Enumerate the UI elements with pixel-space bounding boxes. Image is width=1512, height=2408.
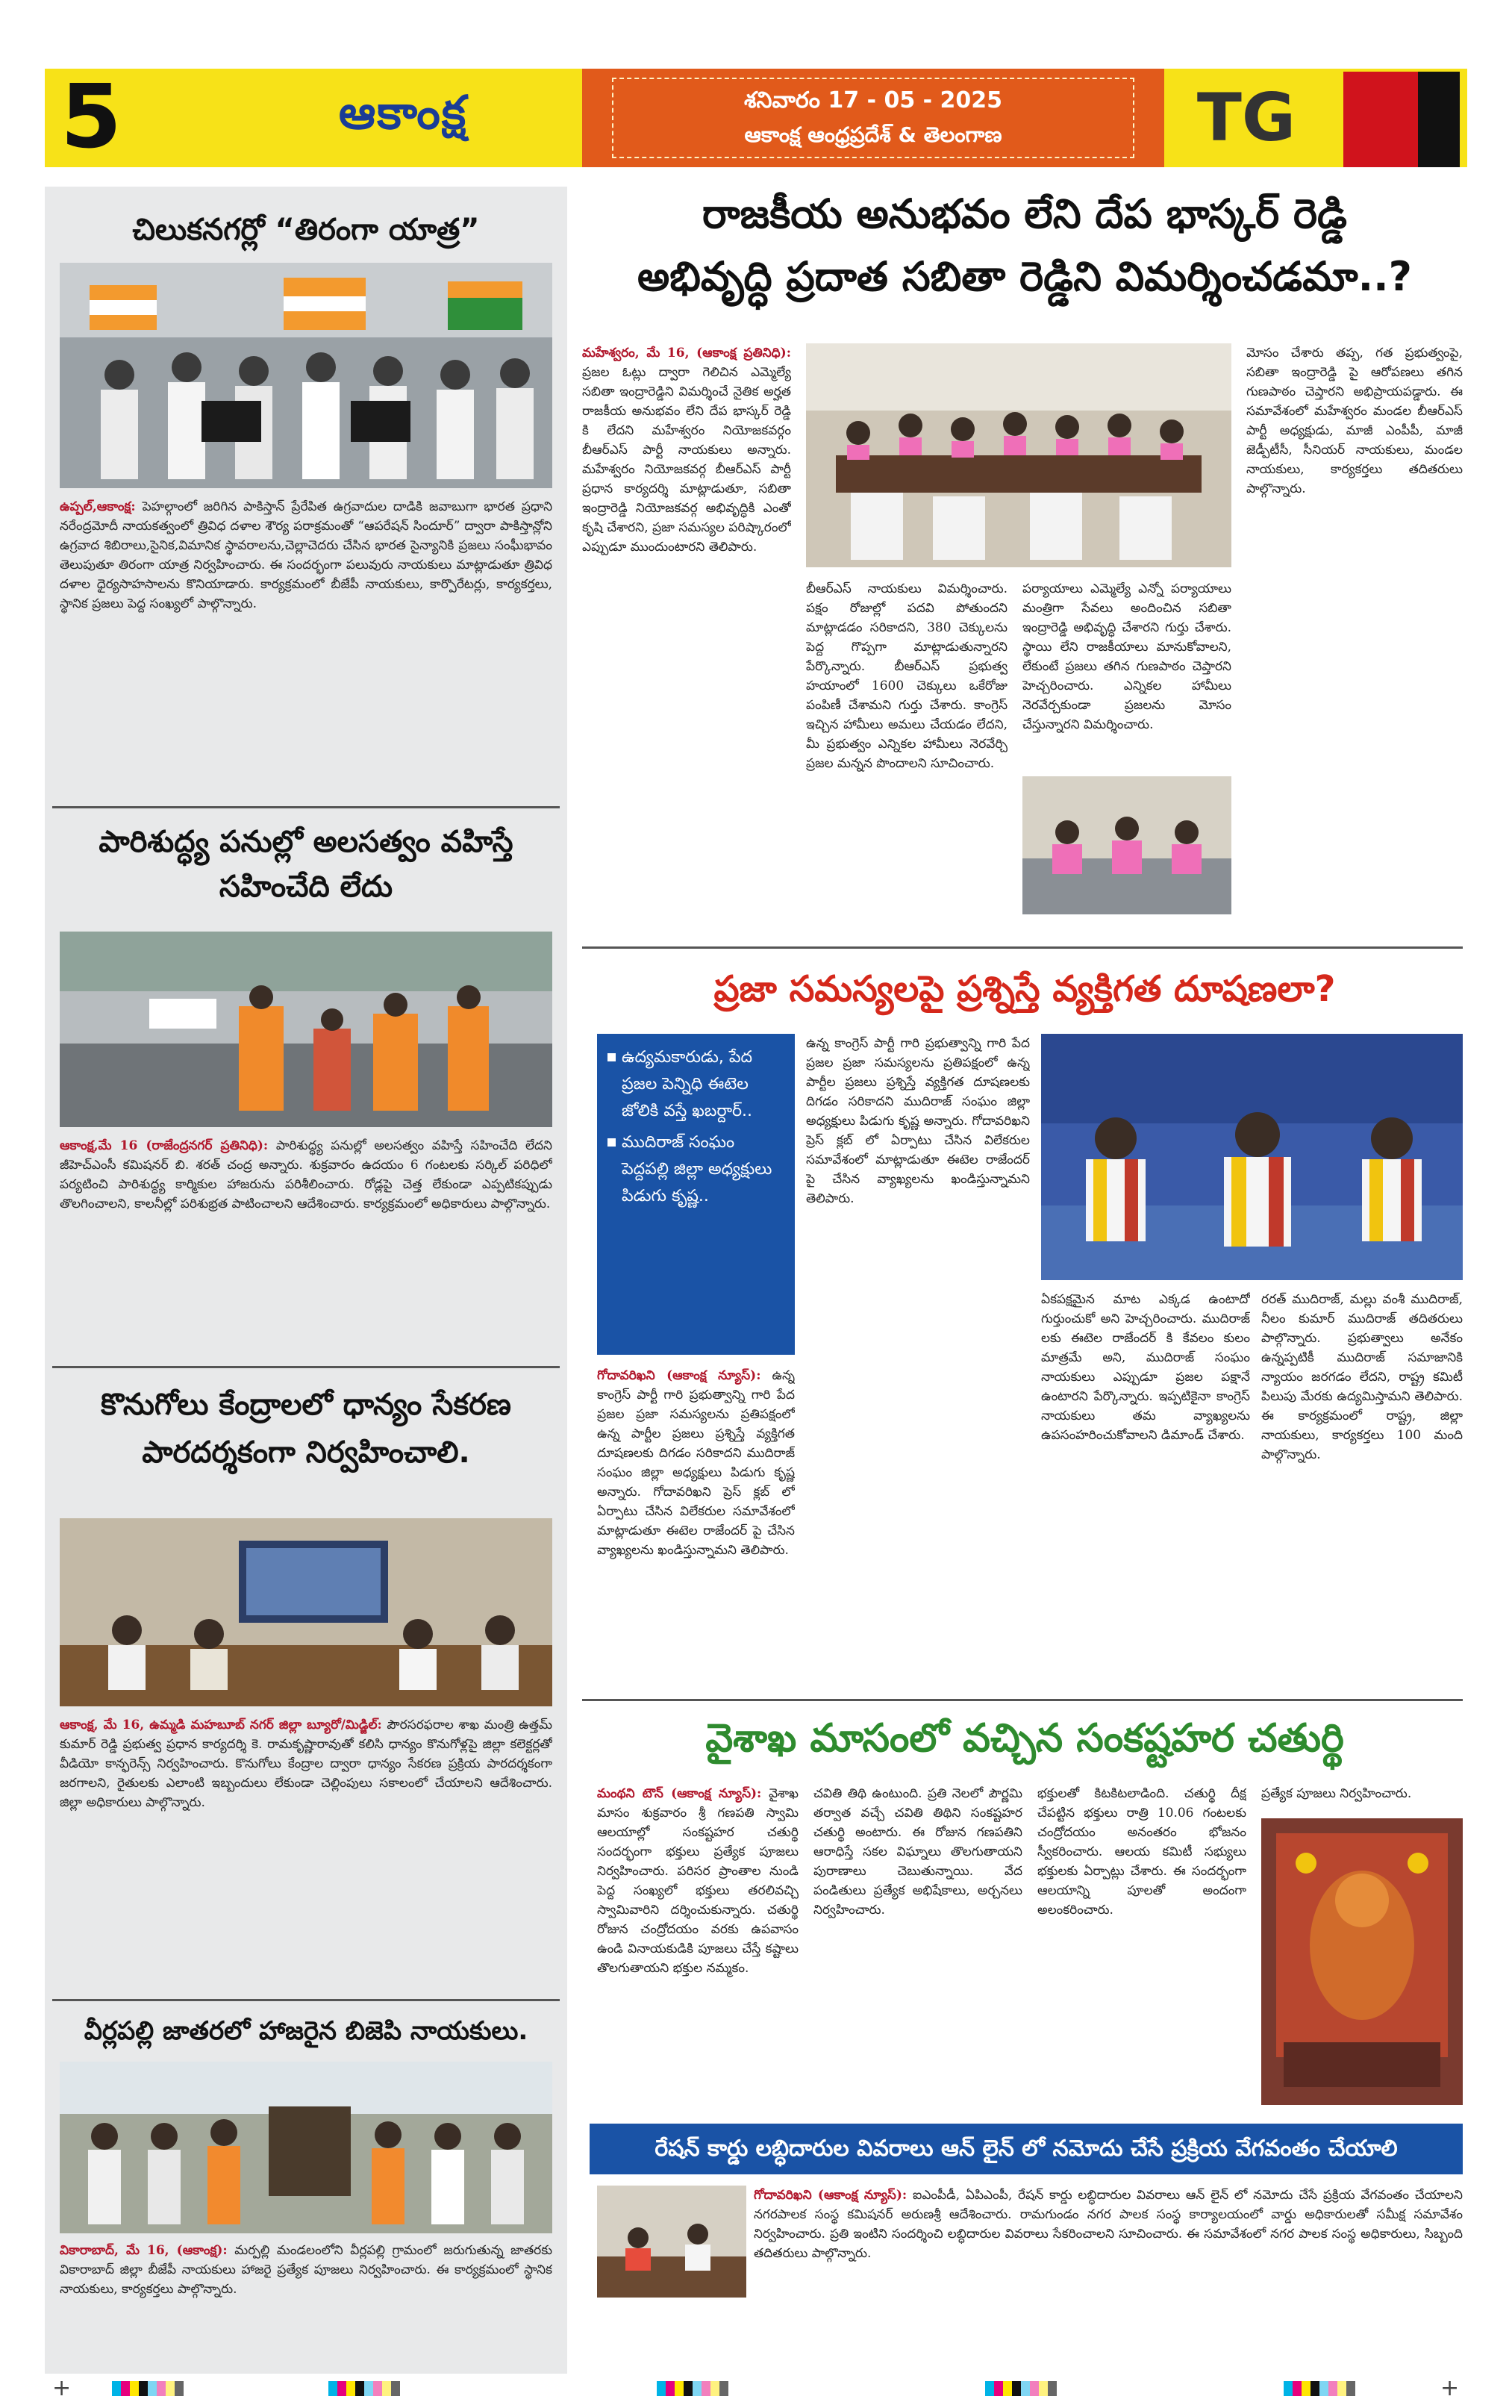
highlight-item — [607, 1044, 784, 1125]
sanitation-photo — [60, 932, 552, 1127]
article-text: ప్రజల ఓట్లు ద్వారా గెలిచిన ఎమ్మెల్యే సబితా ఇంద్రారెడ్డిని విమర్శించే నైతిక అర్హత రాజకీయ అనుభవం లేని దేప భాస్కర్ రెడ్డి కి లేదని మహేశ్వరం నియోజకవర్గం బీఆర్ఎస్ పార్టీ నాయకులు అన్నారు. మహేశ్వరం నియోజకవర్గ బీఆర్ఎస్ పార్టీ ప్రధాన కార్యదర్శి మాట్లాడుతూ, సబితా ఇంద్రారెడ్డి నియోజకవర్గ అభివృద్ధికి ఎంతో కృషి చేశారని, ప్రజా సమస్యల పరిష్కారంలో ఎప్పుడూ ముందుంటారని తెలిపారు. — [582, 365, 791, 555]
issue-date: శనివారం 17 - 05 - 2025 — [743, 87, 1003, 113]
highlight-box — [597, 1034, 795, 1355]
main-headline-line2: అభివృద్ధి ప్రదాత సబితా రెడ్డిని విమర్శించడమా..? — [637, 253, 1412, 300]
main-column-2b: పర్యాయాలు ఎమ్మెల్యే ఎన్నో పర్యాయాలు మంత్రిగా సేవలు అందించిన సబితా ఇంద్రారెడ్డి అభివృద్ధి చేశారని గుర్తు చేశారు. స్థాయి లేని రాజకీయాలు మానుకోవాలని, లేకుంటే ప్రజలు తగిన గుణపాఠం చెప్తారని హెచ్చరించారు. ఎన్నికల హామీలు నెరవేర్చకుండా ప్రజలను మోసం చేస్తున్నారని విమర్శించారు. — [1022, 581, 1231, 732]
article-text: మర్పల్లి మండలంలోని వీర్లపల్లి గ్రామంలో జరుగుతున్న జాతరకు వికారాబాద్ జిల్లా బీజేపీ నాయకులు హాజరై ప్రత్యేక పూజలు నిర్వహించారు. ఈ కార్యక్రమంలో స్థానిక నాయకులు, కార్యకర్తలు పాల్గొన్నారు. — [60, 2243, 552, 2297]
dateline: ఉప్పల్,ఆకాంక్ష: — [60, 499, 136, 514]
bullet-square-icon — [607, 1138, 616, 1147]
article-text: ఉన్న కాంగ్రెస్ పార్టీ గారి ప్రభుత్వాన్ని గారి పేద ప్రజల ప్రజా సమస్యలను ప్రతిపక్షంలో ఉన్న పార్టీల ప్రజలు ప్రశ్నిస్తే వ్యక్తిగత దూషణలకు దిగడం సరికాదని ముదిరాజ్ సంఘం జిల్లా అధ్యక్షులు పిడుగు కృష్ణ అన్నారు. గోదావరిఖని ప్రెస్ క్లబ్ లో ఏర్పాటు చేసిన విలేకరుల సమావేశంలో మాట్లాడుతూ ఈటెల రాజేందర్ పై చేసిన వ్యాఖ్యలను ఖండిస్తున్నామని తెలిపారు. — [597, 1368, 795, 1558]
article-text: ఐఎంపీడీ, ఏపిఎంపీ, రేషన్ కార్డు లబ్ధిదారుల వివరాలు ఆన్ లైన్ లో నమోదు చేసే ప్రక్రియ వేగవంతం చేయాలని నగరపాలక సంస్థ కమిషనర్ అరుణశ్రీ ఆదేశించారు. రామగుండం నగర పాలక సంస్థ కార్యాలయంలో వార్డు అధికారులతో సమీక్ష సమావేశం నిర్వహించారు. ప్రతి ఇంటిని సందర్శించి లబ్ధిదారుల వివరాలు సేకరించాలని సూచించారు. ఈ సమావేశంలో నగర పాలక సంస్థ అధికారులు, సిబ్బంది తదితరులు పాల్గొన్నారు. — [754, 2188, 1463, 2261]
highlight-text: ఉద్యమకారుడు, పేద ప్రజల పెన్నిధి ఈటెల జోలికి వస్తే ఖబర్దార్.. — [622, 1048, 753, 1120]
second-column-1 — [597, 1366, 795, 1694]
mudiraj-press-photo — [1041, 1034, 1463, 1280]
dateline: గోదావరిఖని (ఆకాంక్ష న్యూస్): — [754, 2188, 907, 2203]
headline-grain-procurement: కొనుగోలు కేంద్రాలలో ధాన్యం సేకరణ పారదర్శకంగా నిర్వహించాలి. — [101, 1388, 511, 1470]
mudiraj-illustration — [1041, 1034, 1463, 1280]
newspaper-logo — [224, 75, 582, 161]
ration-card-banner: రేషన్ కార్డు లబ్ధిదారుల వివరాలు ఆన్ లైన్ లో నమోదు చేసే ప్రక్రియ వేగవంతం చేయాలి — [590, 2124, 1463, 2174]
article-text: పారిశుద్ధ్య పనుల్లో అలసత్వం వహిస్తే సహించేది లేదని జీహెచ్ఎంసీ కమిషనర్ బి. శరత్ చంద్ర అన్నారు. శుక్రవారం ఉదయం 6 గంటలకు సర్కిల్ పరిధిలో పర్యటించి పారిశుద్ధ్య కార్మికుల హాజరును పరిశీలించారు. రోడ్లపై చెత్త లేకుండా ఎప్పటికప్పుడు తొలగించాలని, కాలనీల్లో పరిశుభ్రత పాటించాలని ఆదేశించారు. కార్యక్రమంలో అధికారులు పాల్గొన్నారు. — [60, 1138, 552, 1211]
dateline: గోదావరిఖని (ఆకాంక్ష న్యూస్): — [597, 1368, 761, 1383]
video-conference-photo — [60, 1518, 552, 1706]
press-meet-illustration — [1022, 776, 1231, 914]
jatara-illustration — [60, 2062, 552, 2233]
article-tiranga-body — [60, 497, 552, 781]
second-column-2: ఏకపక్షమైన మాట ఎక్కడ ఉంటాదో గుర్తుంచుకో అని హెచ్చరించారు. ముదిరాజ్ లకు ఈటెల రాజేందర్ కి కేవలం కులం మాత్రమే అని, ముదిరాజ్ సంఘం నాయకులు ఎప్పుడూ ప్రజల పక్షానే ఉంటారని పేర్కొన్నారు. ఇప్పటికైనా కాంగ్రెస్ నాయకులు తమ వ్యాఖ్యలను ఉపసంహరించుకోవాలని డిమాండ్ చేశారు. — [1041, 1292, 1250, 1443]
rally-illustration — [60, 263, 552, 488]
third-column-2: చవితి తిథి ఉంటుంది. ప్రతి నెలలో పౌర్ణమి తర్వాత వచ్చే చవితి తిథిని సంకష్టహర చతుర్థి అంటారు. ఈ రోజున గణపతిని ఆరాధిస్తే సకల విఘ్నాలు తొలగుతాయని పురాణాలు చెబుతున్నాయి. వేద పండితులు ప్రత్యేక అభిషేకాలు, అర్చనలు నిర్వహించారు. — [813, 1786, 1022, 1918]
ration-review-photo — [597, 2186, 746, 2298]
crosshair-icon: + — [1440, 2375, 1460, 2401]
main-column-2: బీఆర్ఎస్ నాయకులు విమర్శించారు. పక్షం రోజుల్లో పదవి పోతుందని మాట్లాడడం సరికాదని, 380 చెక్కులను పెద్ద గొప్పగా మాట్లాడుతున్నారని పేర్కొన్నారు. బీఆర్ఎస్ ప్రభుత్వ హయాంలో 1600 చెక్కులు ఒకేరోజు పంపిణీ చేశామని గుర్తు చేశారు. కాంగ్రెస్ ఇచ్చిన హామీలు అమలు చేయడం లేదని, మీ ప్రభుత్వం ఎన్నికల హామీలు నెరవేర్చి ప్రజల మన్నన పొందాలని సూచించారు. — [806, 581, 1008, 771]
edition-name: ఆకాంక్ష ఆంధ్రప్రదేశ్ & తెలంగాణ — [744, 122, 1002, 147]
color-strip — [985, 2381, 1057, 2396]
divider — [582, 1699, 1463, 1701]
date-box-inner — [612, 78, 1134, 158]
second-column-1a: ఉన్న కాంగ్రెస్ పార్టీ గారి ప్రభుత్వాన్ని గారి పేద ప్రజల ప్రజా సమస్యలను ప్రతిపక్షంలో ఉన్న పార్టీల ప్రజలు ప్రశ్నిస్తే వ్యక్తిగత దూషణలకు దిగడం సరికాదని ముదిరాజ్ సంఘం జిల్లా అధ్యక్షులు పిడుగు కృష్ణ అన్నారు. గోదావరిఖని ప్రెస్ క్లబ్ లో ఏర్పాటు చేసిన విలేకరుల సమావేశంలో మాట్లాడుతూ ఈటెల రాజేందర్ పై చేసిన వ్యాఖ్యలను ఖండిస్తున్నామని తెలిపారు. — [806, 1036, 1030, 1206]
headline-sanitation: పారిశుద్ధ్య పనుల్లో అలసత్వం వహిస్తే సహించేది లేదు — [99, 825, 513, 904]
color-strip — [328, 2381, 400, 2396]
article-text: వైశాఖ మాసం శుక్రవారం శ్రీ గణపతి స్వామి ఆలయాల్లో సంకష్టహర చతుర్థి సందర్భంగా భక్తులు ప్రత్యేక పూజలు నిర్వహించారు. పరిసర ప్రాంతాల నుండి పెద్ద సంఖ్యలో భక్తులు తరలివచ్చి స్వామివారిని దర్శించుకున్నారు. చతుర్థి రోజున చంద్రోదయం వరకు ఉపవాసం ఉండి వినాయకుడికి పూజలు చేస్తే కష్టాలు తొలగుతాయని భక్తుల నమ్మకం. — [597, 1786, 799, 1976]
divider — [52, 806, 560, 808]
divider — [582, 946, 1463, 949]
main-column-3: మోసం చేశారు తప్ప, గత ప్రభుత్వంపై, సబితా ఇంద్రారెడ్డి పై ఆరోపణలు తగిన గుణపాఠం చెప్తారని అభిప్రాయపడ్డారు. ఈ సమావేశంలో మహేశ్వరం మండల బీఆర్ఎస్ పార్టీ అధ్యక్షుడు, మాజీ ఎంపీపీ, మాజీ జెడ్పీటీసీ, సీనియర్ నాయకులు, మండల నాయకులు, కార్యకర్తలు తదితరులు పాల్గొన్నారు. — [1246, 346, 1463, 496]
flag-red-block — [1343, 72, 1418, 167]
dateline: ఆకాంక్ష, మే 16, ఉమ్మడి మహబూబ్ నగర్ జిల్లా బ్యూరో/మిడ్జిల్: — [60, 1718, 382, 1732]
article-jatara-body — [60, 2241, 552, 2353]
brs-meeting-illustration — [806, 343, 1231, 567]
article-text: పెహల్గాంలో జరిగిన పాకిస్తాన్ ప్రేరేపిత ఉగ్రవాదుల దాడికి జవాబుగా భారత ప్రధాని నరేంద్రమోదీ నాయకత్వంలో త్రివిధ దళాల శౌర్య పరాక్రమంతో “ఆపరేషన్ సిందూర్” ద్వారా పాకిస్తాన్లోని ఉగ్రవాద శిబిరాలు,సైనిక,విమానిక స్థావరాలను,చెల్లాచెదరు చేసిన భారత సైన్యానికి ప్రజలు సంఘీభావం తెలుపుతూ తిరంగా యాత్ర నిర్వహించారు. ఈ సందర్భంగా పలువురు నాయకులు మాట్లాడుతూ త్రివిధ దళాల ధైర్యసాహసాలను కొనియాడారు. కార్యక్రమంలో బీజేపీ నాయకులు, కార్పొరేటర్లు, కార్యకర్తలు, స్థానిక ప్రజలు పెద్ద సంఖ్యలో పాల్గొన్నారు. — [60, 499, 552, 611]
color-strip — [657, 2381, 728, 2396]
page-number: 5 — [60, 65, 122, 168]
tiranga-rally-photo — [60, 263, 552, 488]
divider — [52, 1999, 560, 2001]
flag-black-block — [1418, 72, 1460, 167]
dateline: మహేశ్వరం, మే 16, (ఆకాంక్ష ప్రతినిధి): — [582, 346, 791, 361]
press-meet-photo — [1022, 776, 1231, 914]
sanitation-illustration — [60, 932, 552, 1127]
ration-card-body — [754, 2186, 1463, 2365]
third-headline: వైశాఖ మాసంలో వచ్చిన సంకష్టహర చతుర్థి — [705, 1716, 1344, 1761]
meeting-illustration — [60, 1518, 552, 1706]
logo-text: ఆకాంక్ష — [338, 85, 468, 140]
headline-tiranga-yatra: చిలుకనగర్లో “తిరంగా యాత్ర” — [132, 213, 480, 247]
headline-bjp-jatara: వీర్లపల్లి జాతరలో హాజరైన బిజెపి నాయకులు. — [84, 2016, 528, 2046]
color-strip — [1284, 2381, 1355, 2396]
review-illustration — [597, 2186, 746, 2298]
print-registration-marks — [45, 2375, 1467, 2401]
second-headline: ప్రజా సమస్యలపై ప్రశ్నిస్తే వ్యక్తిగత దూషణలా? — [713, 968, 1336, 1010]
highlight-item — [607, 1129, 784, 1210]
temple-illustration — [1261, 1818, 1463, 2105]
main-column-1 — [582, 343, 791, 941]
dateline: ఆకాంక్ష,మే 16 (రాజేంద్రనగర్ ప్రతినిధి): — [60, 1138, 269, 1153]
bullet-square-icon — [607, 1053, 616, 1061]
main-headline-line1: రాజకీయ అనుభవం లేని దేప భాస్కర్ రెడ్డి — [702, 190, 1347, 237]
article-sanitation-body — [60, 1136, 552, 1345]
third-column-4: ప్రత్యేక పూజలు నిర్వహించారు. — [1261, 1786, 1412, 1801]
crosshair-icon: + — [52, 2375, 72, 2401]
region-tag: TG — [1164, 69, 1328, 167]
divider — [52, 1366, 560, 1368]
color-strip — [112, 2381, 184, 2396]
dateline: మంథని టౌన్ (ఆకాంక్ష న్యూస్): — [597, 1786, 762, 1801]
second-column-3: రరత్ ముదిరాజ్, మల్లు వంశీ ముదిరాజ్, నీలం కుమార్ ముదిరాజ్ తదితరులు పాల్గొన్నారు. ప్రభుత్వాలు అనేకం ఉన్నప్పటికీ ముదిరాజ్ సమాజానికి న్యాయం జరగడం లేదని, రాష్ట్ర కమిటీ పిలుపు మేరకు ఉద్యమిస్తామని తెలిపారు. ఈ కార్యక్రమంలో రాష్ట్ర, జిల్లా నాయకులు, కార్యకర్తలు 100 మంది పాల్గొన్నారు. — [1261, 1292, 1463, 1462]
third-column-1 — [597, 1784, 799, 2097]
article-grain-body — [60, 1715, 552, 1991]
jatara-photo — [60, 2062, 552, 2233]
ganesha-temple-photo — [1261, 1818, 1463, 2105]
highlight-text: ముదిరాజ్ సంఘం పెద్దపల్లి జిల్లా అధ్యక్షులు పిడుగు కృష్ణ.. — [622, 1133, 772, 1205]
article-text: పౌరసరఫరాల శాఖ మంత్రి ఉత్తమ్ కుమార్ రెడ్డి ప్రభుత్వ ప్రధాన కార్యదర్శి కె. రామకృష్ణారావుతో కలిసి ధాన్యం కొనుగోళ్లపై జిల్లా కలెక్టర్లతో వీడియో కాన్ఫరెన్స్ నిర్వహించారు. కొనుగోలు కేంద్రాల ద్వారా ధాన్యం సేకరణ ప్రక్రియ పారదర్శకంగా జరగాలని, రైతులకు ఎలాంటి ఇబ్బందులు లేకుండా చెల్లింపులు సకాలంలో చేయాలని ఆదేశించారు. జిల్లా అధికారులు పాల్గొన్నారు. — [60, 1718, 552, 1810]
dateline: వికారాబాద్, మే 16, (ఆకాంక్ష): — [60, 2243, 228, 2258]
third-column-3: భక్తులతో కిటకిటలాడింది. చతుర్థి దీక్ష చేపట్టిన భక్తులు రాత్రి 10.06 గంటలకు చంద్రోదయం అనంతరం భోజనం స్వీకరించారు. ఆలయ కమిటీ సభ్యులు భక్తులకు ఏర్పాట్లు చేశారు. ఈ సందర్భంగా ఆలయాన్ని పూలతో అందంగా అలంకరించారు. — [1037, 1786, 1246, 1918]
brs-meeting-photo — [806, 343, 1231, 567]
